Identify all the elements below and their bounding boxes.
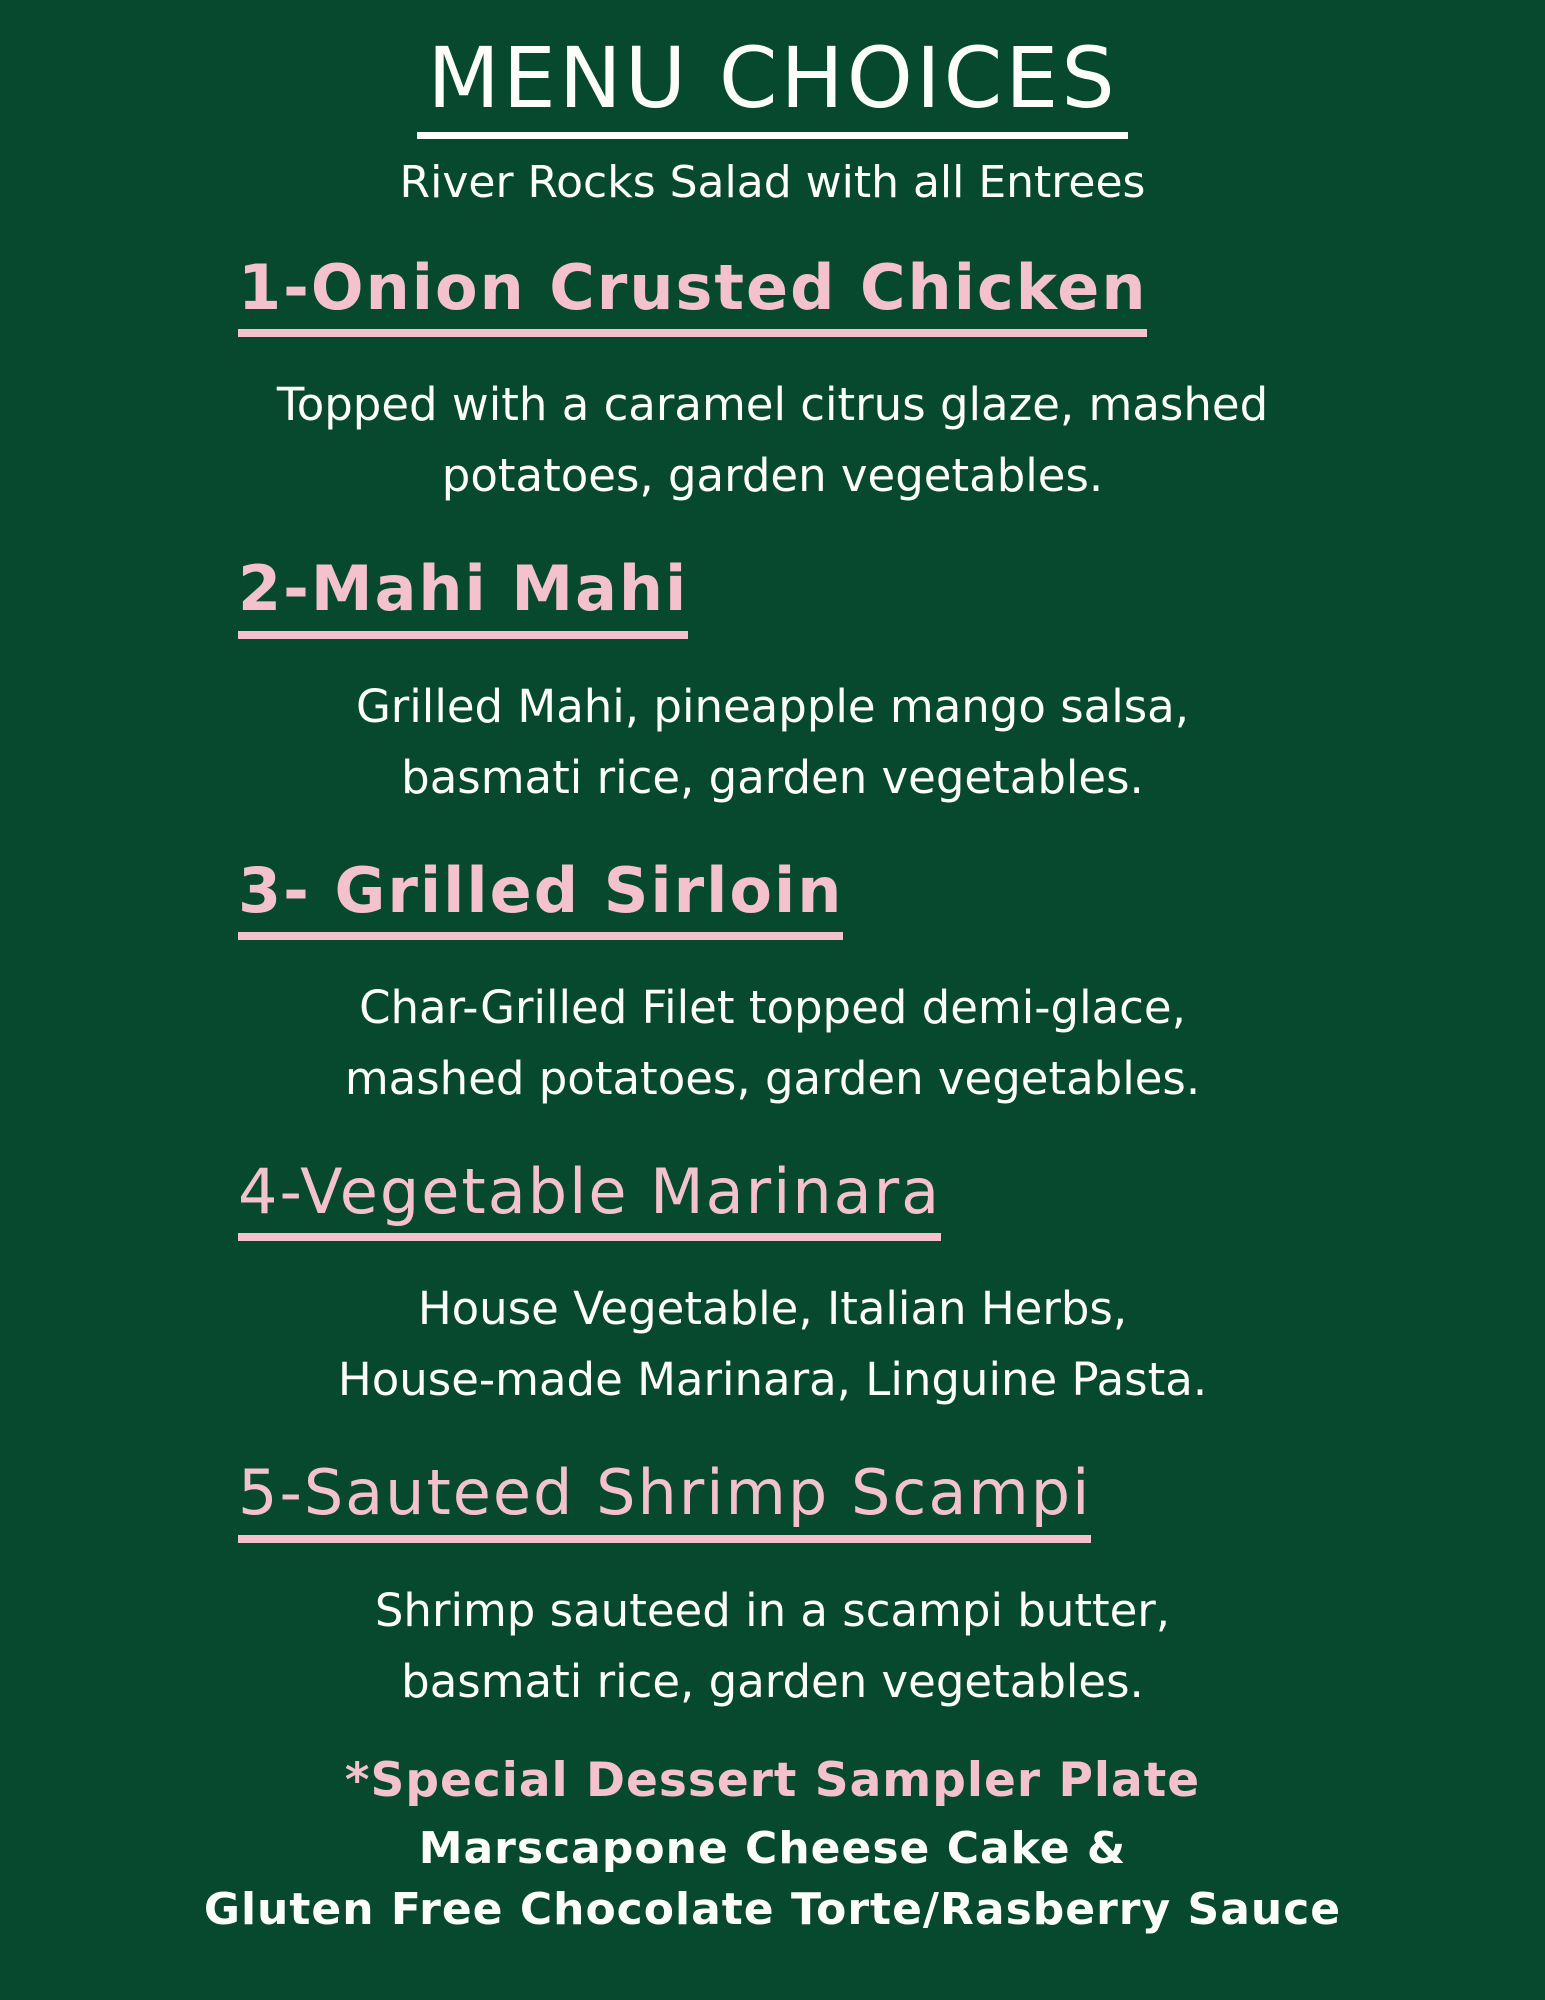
menu-item-description-line: Shrimp sauteed in a scampi butter, <box>374 1583 1171 1637</box>
menu-item-description-line: House-made Marinara, Linguine Pasta. <box>337 1353 1208 1407</box>
menu-item-description-line: mashed potatoes, garden vegetables. <box>344 1052 1201 1106</box>
menu-item-description-line: basmati rice, garden vegetables. <box>401 1654 1144 1708</box>
menu-item-description <box>0 1273 1545 1415</box>
menu-item-name-text: 4-Vegetable Marinara <box>238 1158 941 1241</box>
menu-item-name-text: 5-Sauteed Shrimp Scampi <box>238 1459 1091 1542</box>
dessert-line: Gluten Free Chocolate Torte/Rasberry Sauce <box>203 1884 1342 1936</box>
dessert-title: *Special Dessert Sampler Plate <box>344 1752 1201 1808</box>
menu-item-description-line: basmati rice, garden vegetables. <box>401 750 1144 804</box>
dessert-line: Marscapone Cheese Cake & <box>418 1823 1127 1875</box>
menu-item-name-text: 1-Onion Crusted Chicken <box>238 254 1147 337</box>
menu-item-description <box>0 1575 1545 1717</box>
menu-item-name-text: 2-Mahi Mahi <box>238 555 688 638</box>
menu-item-description-line: Grilled Mahi, pineapple mango salsa, <box>355 679 1190 733</box>
menu-item-name <box>238 250 1545 337</box>
menu-section <box>0 1456 1545 1716</box>
menu-item-name <box>238 1155 1545 1241</box>
menu-item-name <box>238 1456 1545 1542</box>
menu-sections <box>0 250 1545 1717</box>
menu-item-description-line: Char-Grilled Filet topped demi-glace, <box>359 980 1186 1034</box>
menu-section <box>0 1155 1545 1415</box>
menu-item-description <box>0 671 1545 813</box>
menu-item-name <box>238 552 1545 638</box>
menu-section <box>0 552 1545 812</box>
menu-section <box>0 853 1545 1114</box>
menu-item-description-line: potatoes, garden vegetables. <box>441 449 1104 503</box>
title-row <box>0 29 1545 139</box>
dessert-block <box>0 1753 1545 1937</box>
menu-item-description-line: House Vegetable, Italian Herbs, <box>417 1282 1128 1336</box>
menu-item-name-text: 3- Grilled Sirloin <box>238 857 843 940</box>
menu-item-description-line: Topped with a caramel citrus glaze, mashed <box>276 378 1269 432</box>
menu-section <box>0 250 1545 511</box>
menu-item-description <box>0 369 1545 511</box>
menu-item-description <box>0 972 1545 1114</box>
page-title: MENU CHOICES <box>417 34 1127 139</box>
menu-item-name <box>238 853 1545 940</box>
page-subtitle: River Rocks Salad with all Entrees <box>399 157 1146 209</box>
